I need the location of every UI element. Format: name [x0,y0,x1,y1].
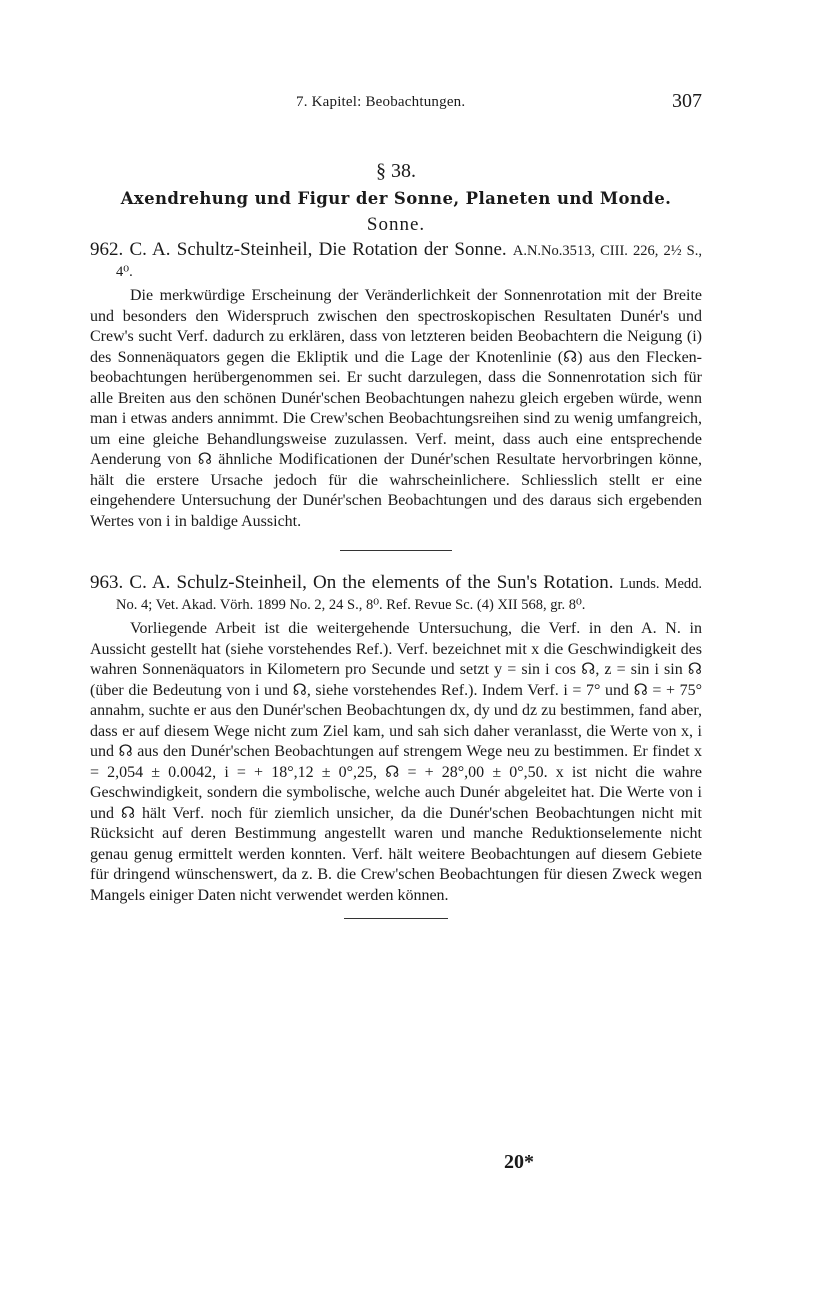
entry-963 [90,573,702,906]
chapter-title: 7. Kapitel: Beobachtungen. [296,94,466,110]
separator-rule [344,918,448,919]
page-number: 307 [672,90,702,112]
entry-962 [90,240,702,532]
section-number: § 38. [376,160,416,182]
entry-abstract: Die merkwürdige Erscheinung der Veränderlichkeit der Sonnenrotation mit der Breite und besonders den Widerspruch zwischen den spectroskopischen Resultaten Dunér's und Crew's sucht Verf. dadurch zu erklären, dass von letzteren beiden Beobachtern die Neigung (i) des Sonnenäquators gegen die Ekliptik und die Lage der Knotenlinie (☊) aus den Flecken-beobachtungen herübergenommen sei. Er sucht darzulegen, dass die Sonnenrotation sich für alle Breiten aus den schönen Dunér'schen Beobachtungen nahezu gleich ergeben würde, wenn man i etwas anders annimmt. Die Crew'schen Beobachtungsreihen sind zu wenig umfangreich, um eine gleiche Behandlungsweise zuzulassen. Verf. meint, dass auch eine entsprechende Aenderung von ☊ ähnliche Modificationen der Dunér'schen Resultate hervorbringen könne, hält die erstere Ursache jedoch für die wahrscheinlichere. Schliesslich stellt er eine eingehendere Untersuchung der Dunér'schen Beobachtungen und des daraus sich ergebenden Wertes von i in baldige Aussicht. [90,287,702,530]
entry-source: Lunds. Medd. No. 4; Vet. Akad. Vörh. 1899 No. 2, 24 S., 8⁰. Ref. Revue Sc. (4) XII 568, gr. 8⁰. [116,576,703,613]
entry-title: Die Rotation der Sonne. [318,239,507,260]
signature-mark: 20* [504,1151,534,1173]
subsection-title: Sonne. [366,214,426,235]
entry-heading [90,573,702,615]
entry-source: A.N.No.3513, CIII. 226, 2½ S., 4⁰. [116,243,702,280]
running-head [90,88,702,118]
entry-title: On the elements of the Sun's Rotation. [313,572,614,593]
entry-number-author: 962. C. A. Schultz-Steinheil, [90,239,313,260]
entry-heading [90,240,702,282]
document-page [90,88,702,919]
section-title: Axendrehung und Figur der Sonne, Planeten und Monde. [120,189,672,208]
entry-abstract: Vorliegende Arbeit ist die weitergehende Untersuchung, die Verf. in den A. N. in Aussicht gestellt hat (siehe vorstehendes Ref.). Verf. bezeichnet mit x die Geschwindigkeit des wahren Sonnenäquators in Kilometern pro Secunde und setzt y = sin i cos ☊, z = sin i sin ☊ (über die Bedeutung von i und ☊, siehe vorstehendes Ref.). Indem Verf. i = 7° und ☊ = + 75° annahm, suchte er aus den Dunér'schen Beobachtungen dx, dy und dz zu bestimmen, fand aber, dass er auf diesem Wege nicht zum Ziel kam, und sah sich daher veranlasst, die Werte von x, i und ☊ aus den Dunér'schen Beobachtungen auf strengem Wege neu zu bestimmen. Er findet x = 2,054 ± 0.0042, i = + 18°,12 ± 0°,25, ☊ = + 28°,00 ± 0°,50. x ist nicht die wahre Geschwindigkeit, sondern die symbolische, welche auch Dunér abgeleitet hat. Die Werte von i und ☊ hält Verf. noch für ziemlich unsicher, da die Dunér'schen Beobachtungen nicht mit Rücksicht auf deren Bestimmung angestellt waren und manche Reduktionselemente nicht genau genug ermittelt werden konnten. Verf. hält weitere Beobachtungen auf diesem Gebiete für dringend wünschenswert, da z. B. die Crew'schen Beobachtungen für diesen Zweck wegen Mangels einiger Daten nicht verwendet werden können. [90,620,702,904]
separator-rule [340,550,452,551]
entry-number-author: 963. C. A. Schulz-Steinheil, [90,572,307,593]
